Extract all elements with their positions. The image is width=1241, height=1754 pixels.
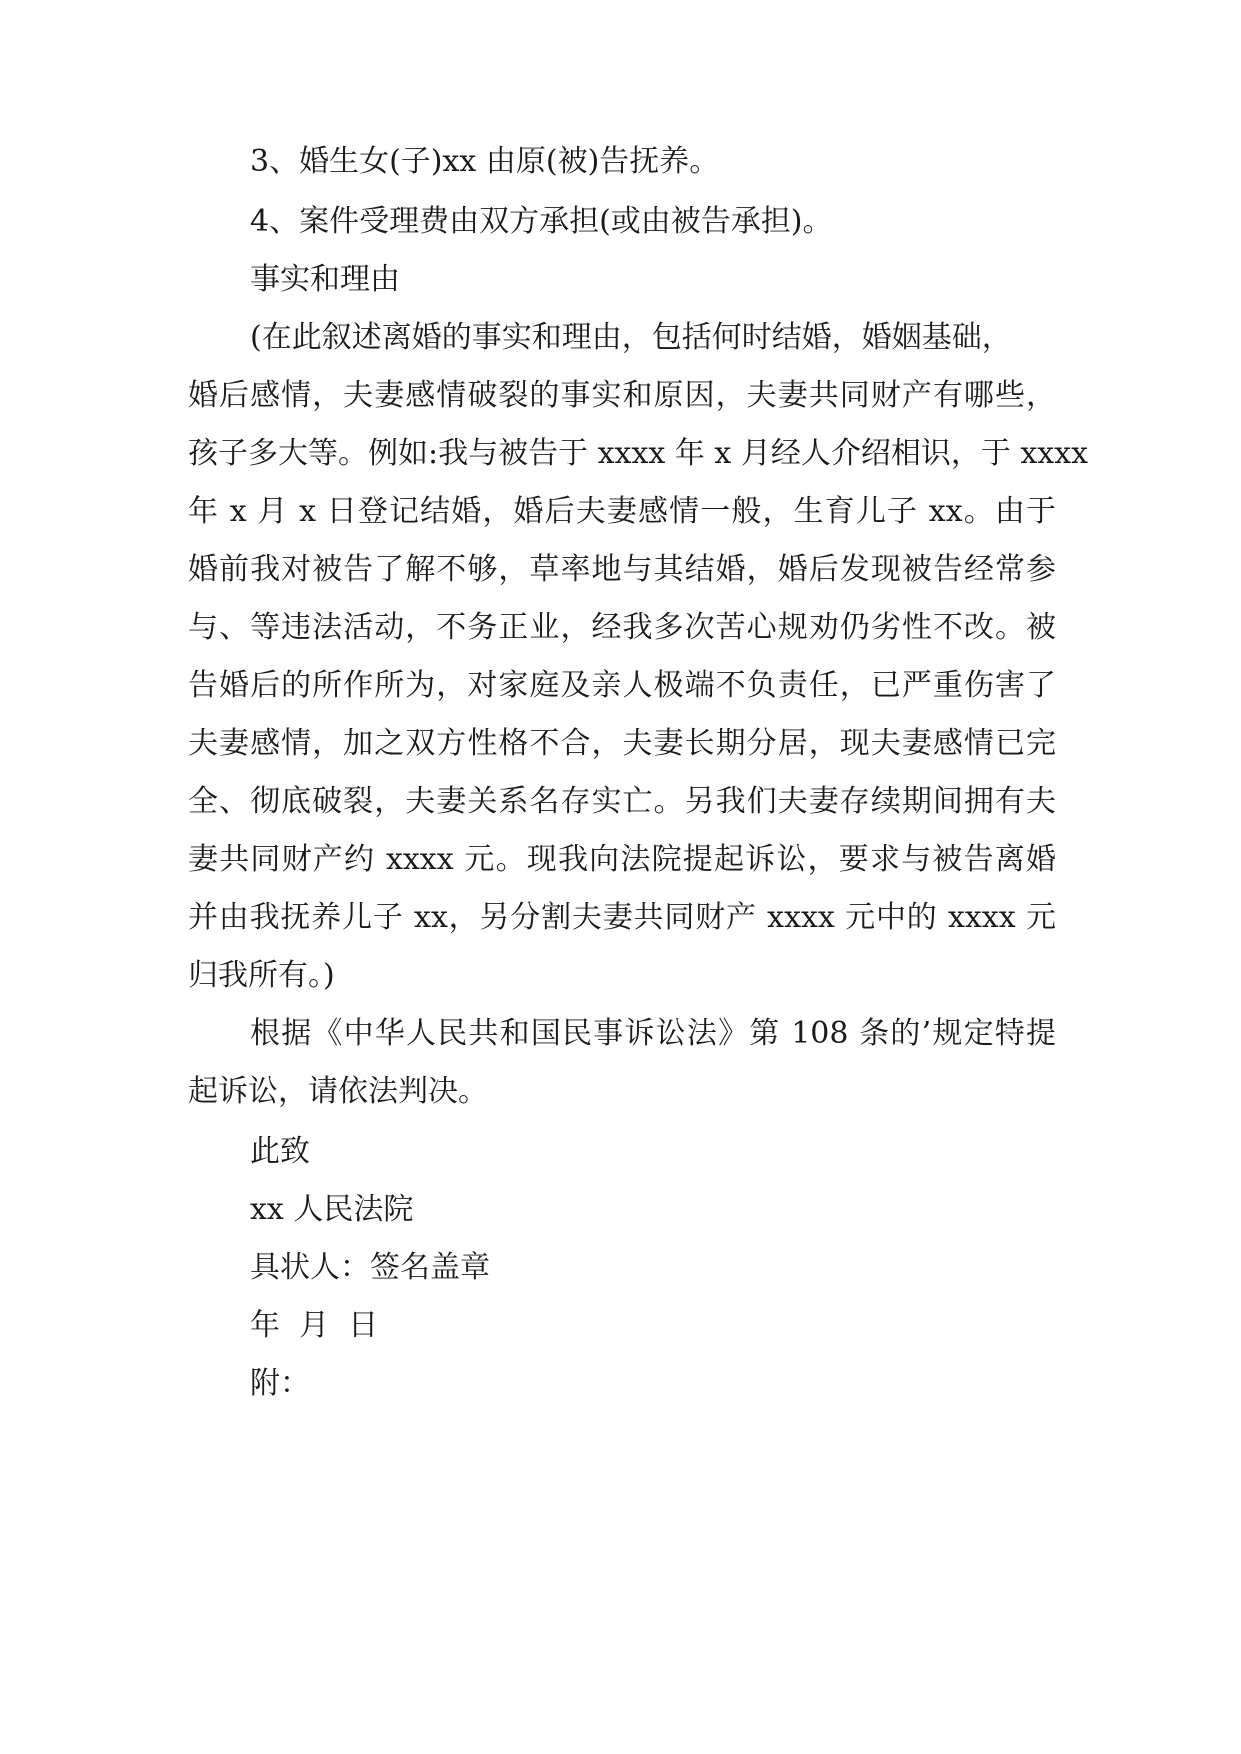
- claim-item-3: 3、婚生女(子)xx 由原(被)告抚养。: [250, 144, 720, 179]
- facts-line: 夫妻感情，加之双方性格不合，夫妻长期分居，现夫妻感情已完: [188, 726, 1056, 761]
- basis-line: 根据《中华人民共和国民事诉讼法》第 108 条的’规定特提: [250, 1016, 1056, 1051]
- facts-line: 婚后感情，夫妻感情破裂的事实和原因，夫妻共同财产有哪些，: [188, 378, 1056, 413]
- salutation: 此致: [250, 1134, 310, 1169]
- facts-line: 妻共同财产约 xxxx 元。现我向法院提起诉讼，要求与被告离婚: [188, 842, 1056, 877]
- facts-line: 全、彻底破裂，夫妻关系名存实亡。另我们夫妻存续期间拥有夫: [188, 784, 1056, 819]
- facts-line: 年 x 月 x 日登记结婚，婚后夫妻感情一般，生育儿子 xx。由于: [188, 494, 1056, 529]
- facts-line: 孩子多大等。例如:我与被告于 xxxx 年 x 月经人介绍相识，于 xxxx: [188, 436, 1089, 471]
- facts-line: 归我所有。): [188, 958, 335, 993]
- signer-line: 具状人：签名盖章: [250, 1250, 490, 1285]
- facts-line: (在此叙述离婚的事实和理由，包括何时结婚，婚姻基础，: [250, 320, 1012, 355]
- facts-line: 婚前我对被告了解不够，草率地与其结婚，婚后发现被告经常参: [188, 552, 1056, 587]
- attachment-label: 附：: [250, 1366, 310, 1401]
- facts-line: 并由我抚养儿子 xx，另分割夫妻共同财产 xxxx 元中的 xxxx 元: [188, 900, 1056, 935]
- court-name: xx 人民法院: [250, 1192, 414, 1227]
- facts-heading: 事实和理由: [250, 262, 400, 297]
- facts-line: 告婚后的所作所为，对家庭及亲人极端不负责任，已严重伤害了: [188, 668, 1056, 703]
- date-line: 年 月 日: [250, 1308, 379, 1343]
- facts-line: 与、等违法活动，不务正业，经我多次苦心规劝仍劣性不改。被: [188, 610, 1056, 645]
- basis-line: 起诉讼，请依法判决。: [188, 1074, 488, 1109]
- claim-item-4: 4、案件受理费由双方承担(或由被告承担)。: [250, 204, 833, 239]
